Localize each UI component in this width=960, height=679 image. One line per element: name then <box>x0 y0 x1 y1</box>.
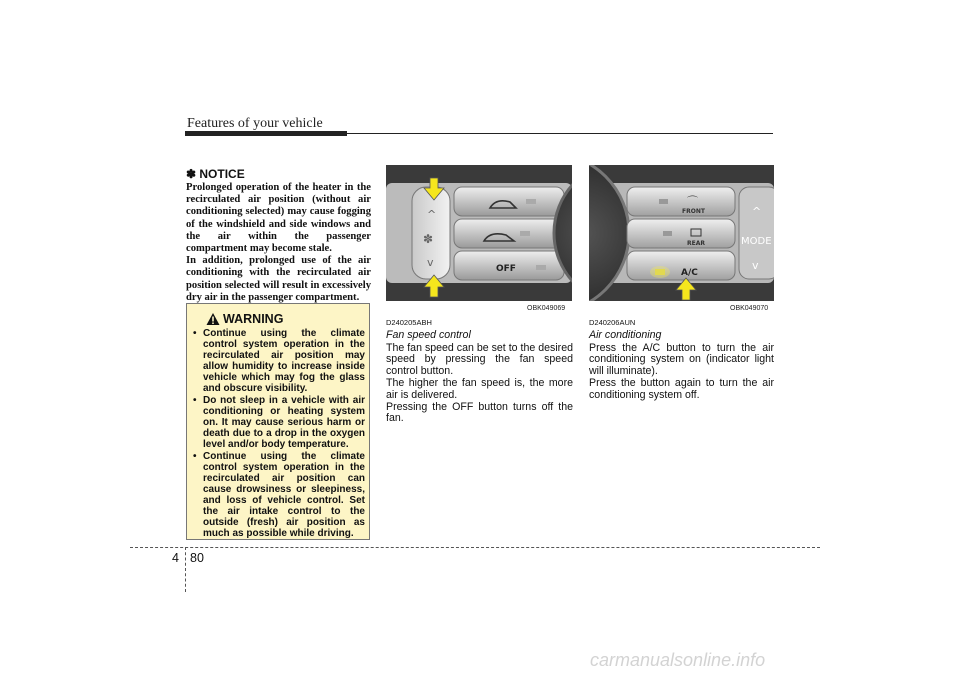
section-heading: Air conditioning <box>589 328 662 341</box>
page-number: 80 <box>190 551 204 565</box>
figure-code: OBK049070 <box>730 305 769 312</box>
footer-divider <box>185 547 186 592</box>
ac-label: A/C <box>681 268 698 278</box>
warning-item: • Continue using the climate control system operation in the recirculated air position may allow humidity to increase inside vehicle which may fog the glass and obscure visibility. <box>193 328 365 394</box>
section-title: Features of your vehicle <box>187 116 323 131</box>
warning-list <box>193 328 365 540</box>
rear-label: REAR <box>687 240 705 247</box>
front-label: FRONT <box>682 208 705 215</box>
warning-triangle-icon <box>206 312 220 326</box>
header-rule <box>185 133 773 134</box>
section-paragraph: Press the A/C button to turn the air conditioning system on (indicator light will illuminate). <box>589 341 774 378</box>
fan-control-figure <box>386 165 572 301</box>
warning-item: • Continue using the climate control system operation in the recirculated air position can cause drowsiness or sleepiness, and loss of vehicle control. Set the air intake control to the outside (fresh) air position as much as possible while driving. <box>193 451 365 539</box>
svg-text:v: v <box>752 259 759 272</box>
notice-paragraph: Prolonged operation of the heater in the recirculated air position (without air conditioning selected) may cause fogging of the windshield and side windows and the air within the passenger compartment may become stale. <box>186 182 371 255</box>
ac-control-figure <box>589 165 774 301</box>
figure-code: OBK049069 <box>527 305 566 312</box>
off-label: OFF <box>496 264 516 274</box>
svg-text:⌒: ⌒ <box>687 195 698 208</box>
notice-body <box>186 182 371 304</box>
footer-rule <box>130 547 820 548</box>
svg-text:^: ^ <box>752 205 762 218</box>
section-heading: Fan speed control <box>386 328 471 341</box>
section-paragraph: The fan speed can be set to the desired speed by pressing the fan speed control button. <box>386 341 573 378</box>
notice-paragraph: In addition, prolonged use of the air conditioning with the recirculated air position selected will result in excessively dry air in the passenger compartment. <box>186 255 371 303</box>
mode-label: MODE <box>741 236 772 247</box>
svg-text:v: v <box>427 256 434 269</box>
svg-text:^: ^ <box>427 208 437 221</box>
section-code: D240206AUN <box>589 318 636 327</box>
air-conditioning-section <box>589 317 774 402</box>
fan-speed-section <box>386 317 573 425</box>
section-paragraph: Press the button again to turn the air conditioning system off. <box>589 376 774 401</box>
warning-title: WARNING <box>223 312 284 326</box>
watermark: carmanualsonline.info <box>590 650 766 670</box>
section-paragraph: Pressing the OFF button turns off the fan. <box>386 400 573 425</box>
warning-box <box>186 303 370 540</box>
section-paragraph: The higher the fan speed is, the more air is delivered. <box>386 376 573 401</box>
chapter-number: 4 <box>172 551 179 565</box>
notice-heading: ✽ NOTICE <box>186 167 245 181</box>
section-code: D240205ABH <box>386 318 432 327</box>
warning-item: • Do not sleep in a vehicle with air conditioning or heating system on. It may cause serious harm or death due to a drop in the oxygen level and/or body temperature. <box>193 395 365 450</box>
svg-text:✽: ✽ <box>423 232 434 246</box>
